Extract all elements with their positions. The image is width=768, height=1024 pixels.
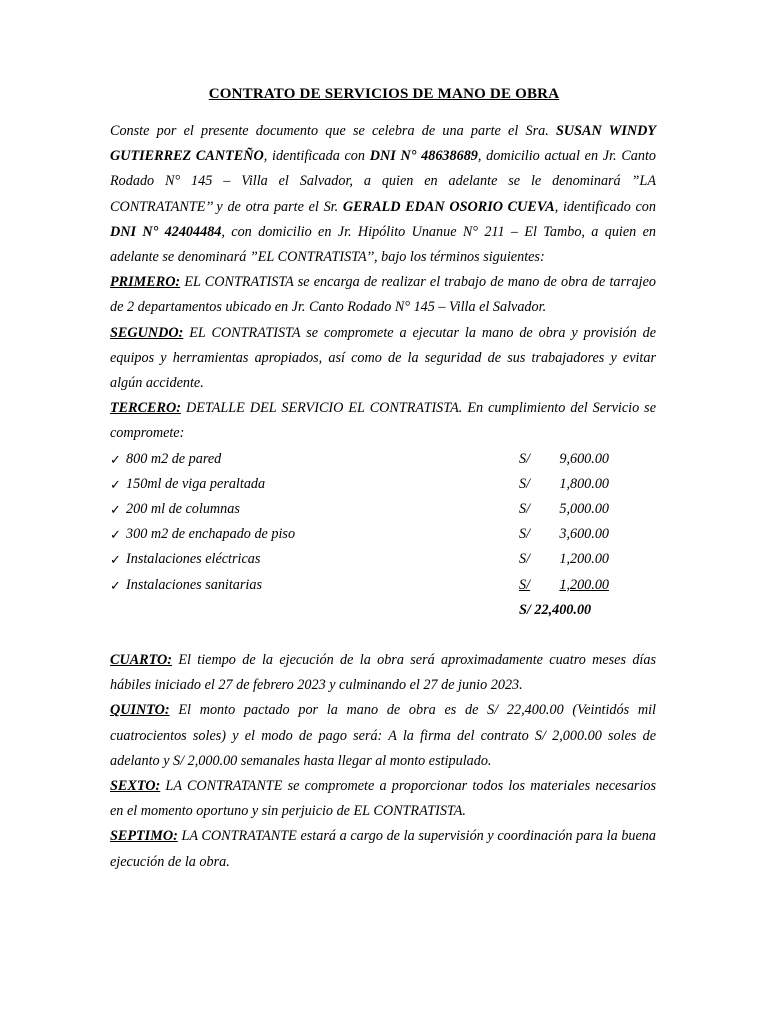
checkmark-icon: ✓ bbox=[110, 451, 121, 467]
contratista-name: GERALD EDAN OSORIO CUEVA bbox=[342, 198, 555, 215]
contract-body bbox=[110, 119, 656, 875]
item-amount: 3,600.00 bbox=[559, 526, 609, 543]
checkmark-icon: ✓ bbox=[110, 476, 121, 492]
item-currency: S/ bbox=[519, 450, 531, 467]
clause-heading: SEXTO: bbox=[110, 777, 161, 794]
clause-septimo bbox=[110, 824, 656, 874]
item-description: 150ml de viga peraltada bbox=[126, 475, 266, 492]
list-item bbox=[110, 472, 656, 497]
clause-text: LA CONTRATANTE se compromete a proporcionar todos los materiales necesarios en el momento oportuno y sin perjuicio de EL CONTRATISTA. bbox=[110, 777, 656, 820]
checkmark-icon: ✓ bbox=[110, 552, 121, 568]
clause-text: LA CONTRATANTE estará a cargo de la supervisión y coordinación para la buena ejecución de la obra. bbox=[110, 828, 656, 870]
clause-primero bbox=[110, 270, 656, 320]
item-currency: S/ bbox=[519, 475, 531, 492]
item-amount: 1,800.00 bbox=[559, 475, 609, 492]
contratante-name: SUSAN WINDY GUTIERREZ CANTEÑO bbox=[110, 123, 656, 165]
clause-cuarto bbox=[110, 648, 656, 698]
item-amount: 1,200.00 bbox=[559, 551, 609, 568]
intro-text: , con domicilio en Jr. Hipólito Unanue N° 211 – El Tambo, a quien en adelante se denominará ”EL CONTRATISTA’’, bajo los términos siguientes: bbox=[110, 223, 657, 266]
list-item bbox=[110, 522, 656, 547]
contract-title: CONTRATO DE SERVICIOS DE MANO DE OBRA bbox=[208, 86, 560, 102]
clause-heading: QUINTO: bbox=[110, 702, 170, 719]
clause-heading: CUARTO: bbox=[110, 651, 173, 668]
item-description: Instalaciones sanitarias bbox=[126, 576, 262, 593]
intro-text: , identificado con bbox=[554, 198, 656, 215]
total-amount: S/ 22,400.00 bbox=[519, 601, 592, 618]
spacer bbox=[110, 623, 656, 648]
checkmark-icon: ✓ bbox=[110, 577, 121, 593]
item-currency: S/ bbox=[519, 526, 531, 543]
clause-tercero bbox=[110, 396, 656, 446]
item-description: 800 m2 de pared bbox=[126, 450, 222, 467]
clause-segundo bbox=[110, 321, 656, 397]
clause-text: EL CONTRATISTA se encarga de realizar el trabajo de mano de obra de tarrajeo de 2 departamentos ubicado en Jr. Canto Rodado N° 145 – Villa el Salvador. bbox=[110, 274, 656, 316]
item-amount: 5,000.00 bbox=[559, 501, 609, 518]
clause-text: El tiempo de la ejecución de la obra será aproximadamente cuatro meses días hábiles iniciado el 27 de febrero 2023 y culminando el 27 de junio 2023. bbox=[110, 651, 656, 694]
clause-text: DETALLE DEL SERVICIO EL CONTRATISTA. En cumplimiento del Servicio se compromete: bbox=[110, 400, 656, 442]
item-currency: S/ bbox=[519, 576, 531, 593]
clause-heading: SEGUNDO: bbox=[110, 324, 184, 341]
contratante-dni: DNI N° 48638689 bbox=[369, 148, 478, 165]
item-description: 300 m2 de enchapado de piso bbox=[126, 526, 296, 543]
service-items-list bbox=[110, 447, 656, 598]
checkmark-icon: ✓ bbox=[110, 502, 121, 518]
contratista-dni: DNI N° 42404484 bbox=[110, 223, 222, 240]
item-currency: S/ bbox=[519, 501, 531, 518]
clause-heading: PRIMERO: bbox=[110, 274, 181, 291]
clause-sexto bbox=[110, 774, 656, 824]
total-row bbox=[110, 598, 656, 623]
intro-paragraph bbox=[110, 119, 656, 270]
list-item bbox=[110, 497, 656, 522]
item-currency: S/ bbox=[519, 551, 531, 568]
clause-heading: TERCERO: bbox=[110, 400, 181, 417]
clause-text: EL CONTRATISTA se compromete a ejecutar la mano de obra y provisión de equipos y herramientas apropiados, así como de la seguridad de sus trabajadores y evitar algún accidente. bbox=[110, 324, 656, 392]
intro-text: , identificada con bbox=[263, 148, 370, 165]
clause-quinto bbox=[110, 698, 656, 774]
item-amount: 1,200.00 bbox=[559, 576, 609, 593]
item-amount: 9,600.00 bbox=[559, 450, 609, 467]
clause-heading: SEPTIMO: bbox=[110, 828, 178, 845]
clause-text: El monto pactado por la mano de obra es de S/ 22,400.00 (Veintidós mil cuatrocientos soles) y el modo de pago será: A la firma del contrato S/ 2,000.00 soles de adelanto y S/ 2,000.00 semanales hasta llegar al monto estipulado. bbox=[110, 702, 656, 769]
item-description: Instalaciones eléctricas bbox=[126, 551, 261, 568]
list-item bbox=[110, 547, 656, 572]
item-description: 200 ml de columnas bbox=[126, 501, 240, 518]
list-item bbox=[110, 447, 656, 472]
intro-text: , domicilio actual en Jr. Canto Rodado N° 145 – Villa el Salvador, a quien en adelante se le denominará ”LA CONTRATANTE’’ y de otra parte el Sr. bbox=[110, 148, 657, 215]
intro-text: Conste por el presente documento que se celebra de una parte el Sra. bbox=[110, 123, 556, 139]
list-item bbox=[110, 573, 656, 598]
checkmark-icon: ✓ bbox=[110, 527, 121, 543]
